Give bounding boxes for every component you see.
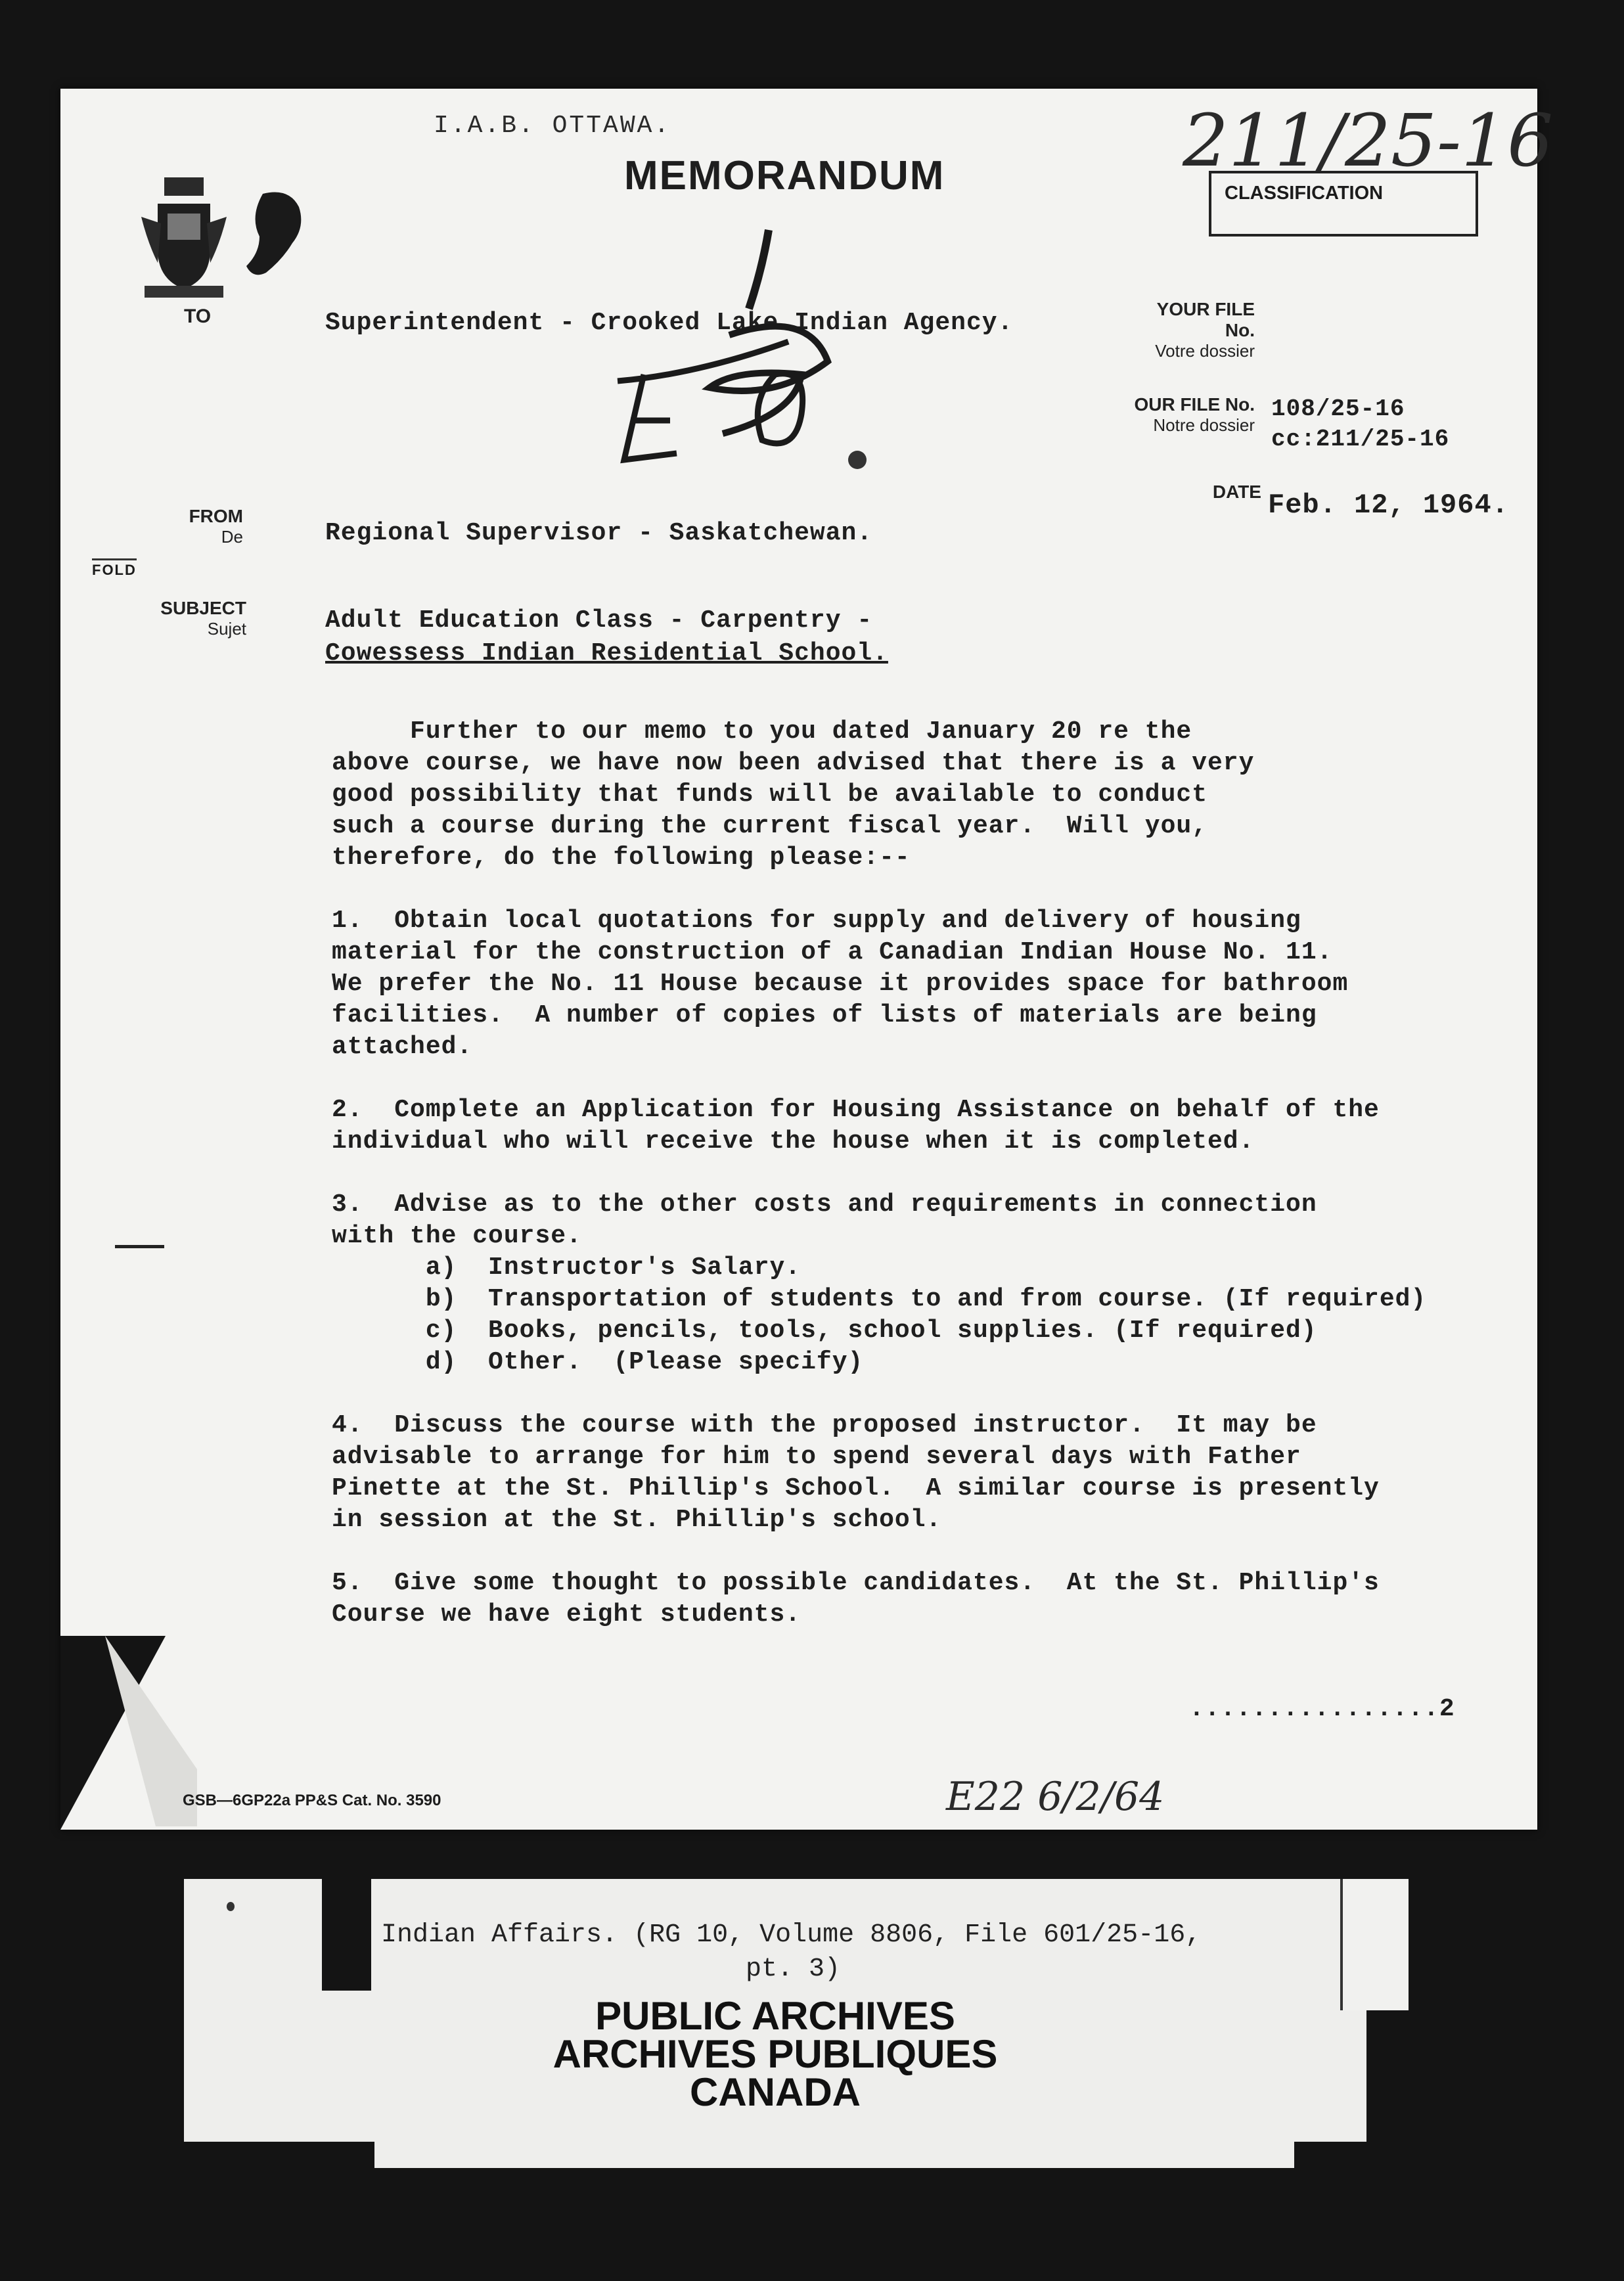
archive-stamp-line-1: PUBLIC ARCHIVES: [595, 1994, 955, 2038]
continuation-marker: ................2: [1189, 1695, 1455, 1723]
archive-reference: [381, 1918, 1366, 1987]
ink-blot: [237, 187, 309, 286]
from-value: Regional Supervisor - Saskatchewan.: [325, 519, 873, 547]
our-file-cc: cc:211/25-16: [1271, 426, 1450, 453]
subject-label: SUBJECT Sujet: [160, 598, 246, 639]
form-number: GSB—6GP22a PP&S Cat. No. 3590: [183, 1792, 441, 1809]
our-file-value: [1271, 394, 1449, 455]
archive-stamp-line-3: CANADA: [690, 2070, 861, 2114]
date-value: Feb. 12, 1964.: [1268, 489, 1509, 521]
our-file-label: OUR FILE No. Notre dossier: [1134, 394, 1255, 435]
classification-box: [1209, 171, 1478, 237]
your-file-label: YOUR FILE No. Votre dossier: [1155, 299, 1255, 361]
archive-reference-line-2: pt. 3): [746, 1954, 841, 1984]
classification-label: CLASSIFICATION: [1225, 183, 1384, 204]
archive-stamp: [184, 1994, 1366, 2114]
coat-of-arms-icon: [138, 177, 230, 302]
archive-reference-line-1: Indian Affairs. (RG 10, Volume 8806, File 601/25-16,: [381, 1920, 1202, 1950]
memo-body: Further to our memo to you dated January 20 re the above course, we have now been advised that there is a very good possibility that funds will be available to conduct such a course during the current fiscal year. Will you, therefore, do the following please:-- 1. Obtain local quotations for supply and delivery of housing material for the construction of a Canadian Indian House No. 11. We prefer the No. 11 House because it provides space for bathroom facilities. A number of copies of lists of materials are being attached. 2. Complete an Application for Housing Assistance on behalf of the individual who will receive the house when it is completed. 3. Advise as to the other costs and requirements in connection with the course. a) Instructor's Salary. b) Transportation of students to and from course. (If required) c) Books, pencils, tools, school supplies. (If required) d) Other. (Please specify) 4. Discuss the course with the proposed instructor. It may be advisable to arrange for him to spend several days with Father Pinette at the St. Phillip's School. A similar course is presently in session at the St. Phillip's school. 5. Give some thought to possible candidates. At the St. Phillip's Course we have eight students.: [332, 717, 1427, 1629]
fold-mark: FOLD: [92, 558, 137, 579]
handwritten-scrawl: [604, 210, 893, 486]
dust-speck: [227, 1902, 235, 1911]
archive-card-strip: [374, 2135, 1294, 2168]
date-label: DATE: [1212, 482, 1261, 502]
handwritten-file-number: 211/25-16: [1183, 99, 1554, 183]
margin-dash: [115, 1245, 164, 1248]
subject-value: [325, 604, 888, 670]
handwritten-date-note: E22 6/2/64: [946, 1774, 1165, 1820]
sender-stamp: I.A.B. OTTAWA.: [434, 112, 671, 140]
to-value: Superintendent - Crooked Lake Indian Agency.: [325, 309, 1014, 337]
our-file-number: 108/25-16: [1271, 395, 1405, 422]
subject-line-1: Adult Education Class - Carpentry -: [325, 606, 873, 635]
from-label: FROM De: [189, 506, 243, 547]
to-label: TO: [184, 305, 212, 327]
archive-stamp-line-2: ARCHIVES PUBLIQUES: [553, 2032, 998, 2076]
card-notch: [322, 1879, 371, 1991]
memo-title: MEMORANDUM: [624, 153, 945, 198]
subject-line-2: Cowessess Indian Residential School.: [325, 639, 888, 667]
archive-label-card: [184, 1879, 1366, 2142]
